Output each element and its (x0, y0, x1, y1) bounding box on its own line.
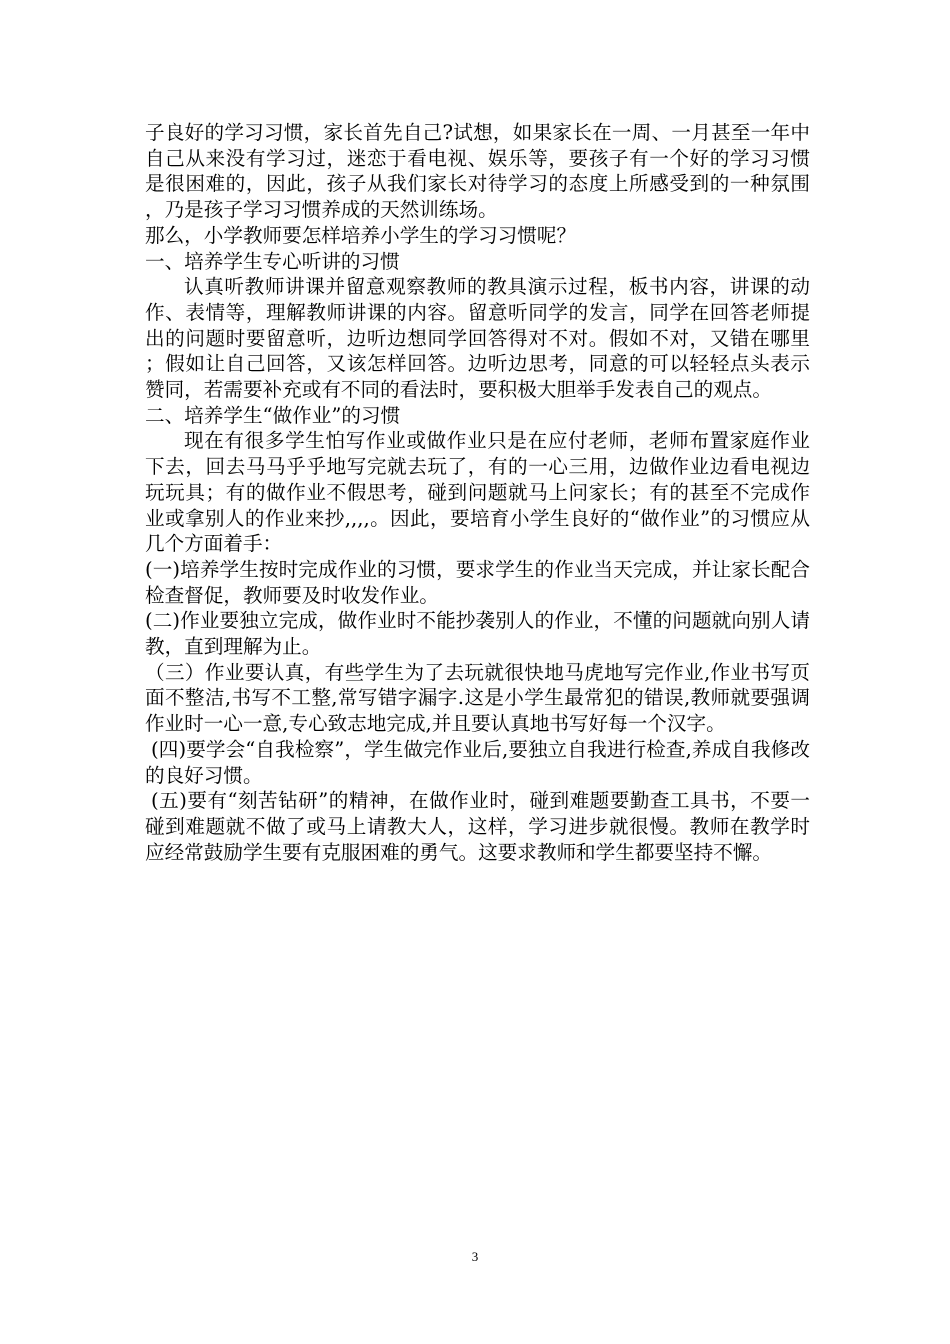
paragraph-question: 那么，小学教师要怎样培养小学生的学习习惯呢？ (145, 223, 577, 247)
list-item-3: （三）作业要认真，有些学生为了去玩就很快地马虎地写完作业,作业书写页面不整洁,书写不工整,常写错字漏字.这是小学生最常犯的错误,教师就要强调作业时一心一意,专心致志地完成,并且要认真地书写好每一个汉字。 (145, 660, 810, 736)
paragraph-intro-continuation: 子良好的学习习惯，家长首先自己?试想，如果家长在一周、一月甚至一年中自己从来没有学习过，迷恋于看电视、娱乐等，要孩子有一个好的学习习惯是很困难的，因此，孩子从我们家长对待学习的态度上所感受到的一种氛围，乃是孩子学习习惯养成的天然训练场。 (145, 121, 810, 222)
section-heading-2: 二、培养学生“做作业”的习惯 (145, 403, 401, 427)
list-item-1: (一)培养学生按时完成作业的习惯，要求学生的作业当天完成，并让家长配合检查督促，教师要及时收发作业。 (145, 557, 810, 607)
section-heading-1: 一、培养学生专心听讲的习惯 (145, 249, 400, 273)
paragraph-homework: 现在有很多学生怕写作业或做作业只是在应付老师，老师布置家庭作业下去，回去马马乎乎地写完就去玩了，有的一心三用，边做作业边看电视边玩玩具；有的做作业不假思考，碰到问题就马上问家长；有的甚至不完成作业或拿别人的作业来抄,,,,。因此，要培育小学生良好的“做作业”的习惯应从几个方面着手： (145, 429, 810, 556)
list-item-4: (四)要学会“自我检察”，学生做完作业后,要独立自我进行检查,养成自我修改的良好习惯。 (145, 737, 810, 787)
page-number: 3 (471, 1249, 479, 1264)
paragraph-listening: 认真听教师讲课并留意观察教师的教具演示过程，板书内容，讲课的动作、表情等，理解教师讲课的内容。留意听同学的发言，同学在回答老师提出的问题时要留意听，边听边想同学回答得对不对。假如不对，又错在哪里；假如让自己回答，又该怎样回答。边听边思考，同意的可以轻轻点头表示赞同，若需要补充或有不同的看法时，要积极大胆举手发表自己的观点。 (145, 275, 810, 402)
document-body (145, 120, 810, 865)
list-item-5: (五)要有“刻苦钻研”的精神，在做作业时，碰到难题要勤查工具书，不要一碰到难题就不做了或马上请教大人，这样，学习进步就很慢。教师在教学时应经常鼓励学生要有克服困难的勇气。这要求教师和学生都要坚持不懈。 (145, 789, 810, 864)
list-item-2: (二)作业要独立完成，做作业时不能抄袭别人的作业，不懂的问题就向别人请教，直到理解为止。 (145, 609, 810, 659)
